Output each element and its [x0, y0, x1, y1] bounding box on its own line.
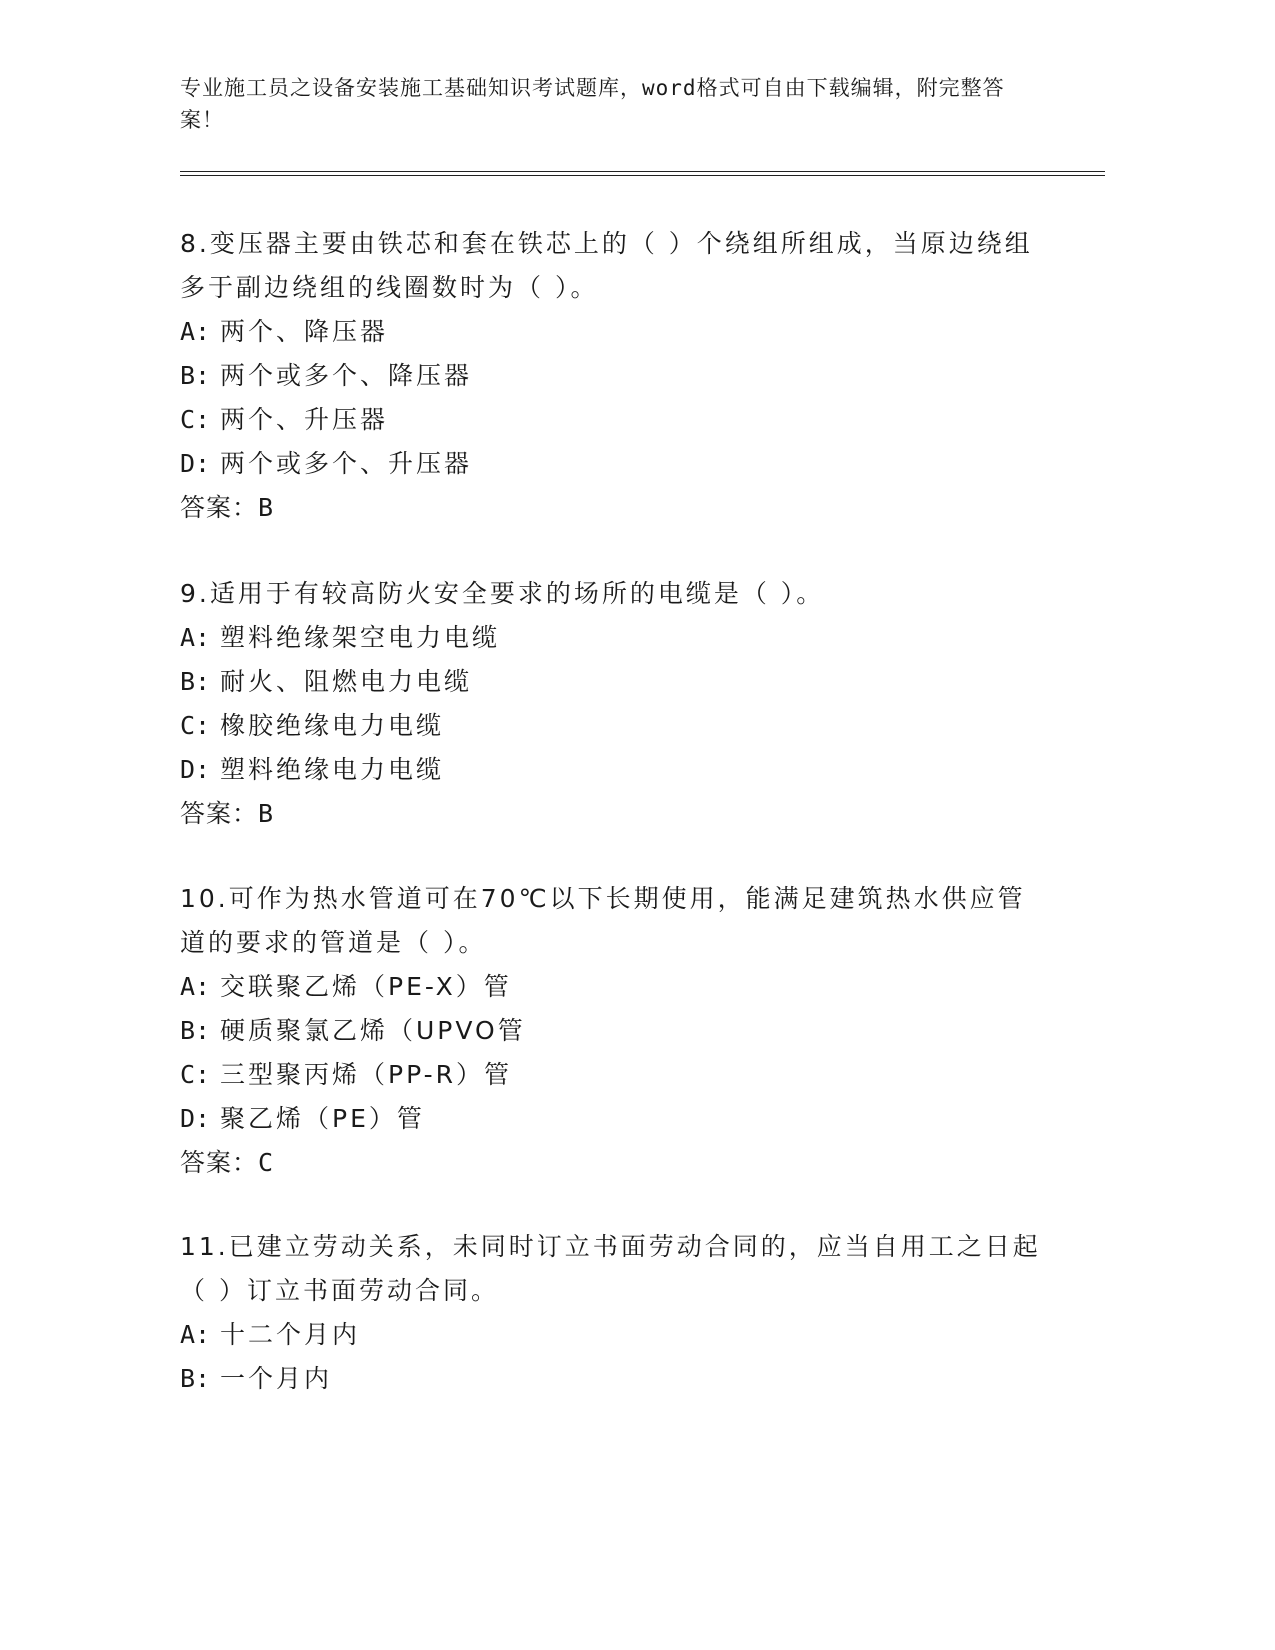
answer-line: 答案：B [180, 493, 275, 522]
option-letter: C: [180, 1060, 211, 1089]
question-stem: 10.可作为热水管道可在70℃以下长期使用，能满足建筑热水供应管道的要求的管道是（ ）。 [180, 884, 1026, 957]
option-text: 硬质聚氯乙烯（UPVO管 [220, 1016, 526, 1045]
option-c [180, 398, 1050, 442]
option-text: 两个或多个、升压器 [220, 449, 473, 478]
header-rule-top [180, 171, 1105, 172]
option-c [180, 1053, 1050, 1097]
option-letter: B: [180, 1364, 211, 1393]
question-10 [180, 877, 1050, 1185]
option-letter: A: [180, 972, 211, 1001]
option-letter: A: [180, 623, 211, 652]
option-a [180, 1313, 1050, 1357]
question-stem: 11.已建立劳动关系，未同时订立书面劳动合同的，应当自用工之日起（ ）订立书面劳动合同。 [180, 1232, 1041, 1305]
answer-line: 答案：B [180, 799, 275, 828]
option-text: 交联聚乙烯（PE-X）管 [220, 972, 512, 1001]
option-letter: D: [180, 755, 211, 784]
option-text: 橡胶绝缘电力电缆 [220, 711, 445, 740]
question-stem: 8.变压器主要由铁芯和套在铁芯上的（ ）个绕组所组成，当原边绕组多于副边绕组的线圈数时为（ ）。 [180, 229, 1033, 302]
option-a [180, 310, 1050, 354]
option-letter: C: [180, 711, 211, 740]
answer-line: 答案：C [180, 1148, 275, 1177]
header-rule-bottom [180, 175, 1105, 176]
option-letter: D: [180, 1104, 211, 1133]
option-letter: C: [180, 405, 211, 434]
option-b [180, 1009, 1050, 1053]
option-a [180, 965, 1050, 1009]
option-text: 两个、降压器 [220, 317, 389, 346]
option-text: 十二个月内 [220, 1320, 361, 1349]
option-letter: B: [180, 1016, 211, 1045]
option-text: 一个月内 [220, 1364, 333, 1393]
question-stem: 9.适用于有较高防火安全要求的场所的电缆是（ ）。 [180, 579, 825, 608]
question-8 [180, 222, 1050, 530]
option-text: 塑料绝缘架空电力电缆 [220, 623, 501, 652]
document-header: 专业施工员之设备安装施工基础知识考试题库，word格式可自由下载编辑，附完整答案！ [180, 76, 1005, 132]
option-text: 聚乙烯（PE）管 [220, 1104, 425, 1133]
option-text: 耐火、阻燃电力电缆 [220, 667, 473, 696]
option-text: 两个或多个、降压器 [220, 361, 473, 390]
option-text: 三型聚丙烯（PP-R）管 [220, 1060, 512, 1089]
option-letter: A: [180, 1320, 211, 1349]
option-a [180, 616, 1050, 660]
option-text: 塑料绝缘电力电缆 [220, 755, 445, 784]
option-letter: A: [180, 317, 211, 346]
option-b [180, 354, 1050, 398]
option-letter: D: [180, 449, 211, 478]
option-letter: B: [180, 361, 211, 390]
option-b [180, 1357, 1050, 1401]
option-b [180, 660, 1050, 704]
option-letter: B: [180, 667, 211, 696]
question-9 [180, 572, 1050, 836]
option-d [180, 1097, 1050, 1141]
question-11 [180, 1225, 1050, 1401]
option-c [180, 704, 1050, 748]
option-text: 两个、升压器 [220, 405, 389, 434]
option-d [180, 442, 1050, 486]
option-d [180, 748, 1050, 792]
